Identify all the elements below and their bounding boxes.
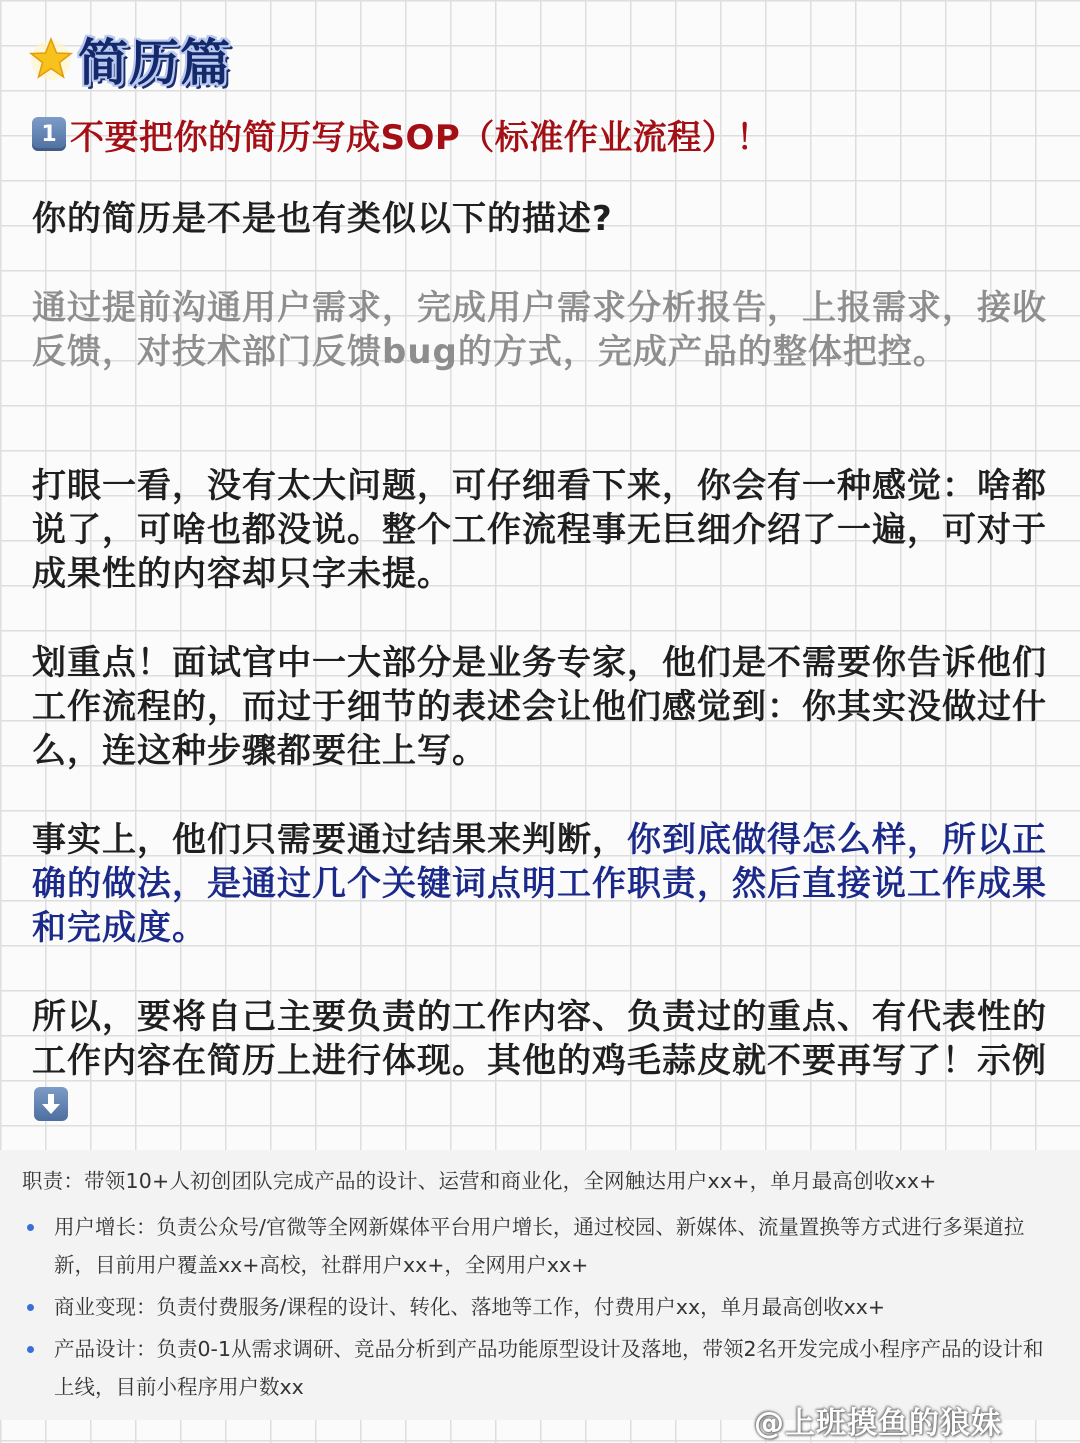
section-heading	[32, 112, 771, 156]
page-title: 简历篇	[78, 34, 231, 92]
star-icon	[28, 36, 74, 82]
title-row	[28, 26, 231, 92]
fact-highlight: 你到底做得怎么样，所以正确的做法，是通过几个关键词点明工作职责，然后直接说工作成果和完成度。	[32, 820, 1047, 948]
number-one-icon: 1	[32, 117, 66, 151]
down-arrow-icon	[34, 1087, 68, 1121]
resume-example-box	[0, 1150, 1080, 1420]
key-point-paragraph: 划重点！面试官中一大部分是业务专家，他们是不需要你告诉他们工作流程的，而过于细节的表述会让他们感觉到：你其实没做过什么，连这种步骤都要往上写。	[32, 643, 1047, 771]
example-quote-paragraph: 通过提前沟通用户需求，完成用户需求分析报告，上报需求，接收反馈，对技术部门反馈bug的方式，完成产品的整体把控。	[32, 288, 1047, 372]
question-paragraph: 你的简历是不是也有类似以下的描述?	[32, 199, 613, 239]
list-item: 用户增长：负责公众号/官微等全网新媒体平台用户增长，通过校园、新媒体、流量置换等方式进行多渠道拉新，目前用户覆盖xx+高校，社群用户xx+，全网用户xx+	[0, 1208, 1080, 1284]
conclusion-paragraph	[32, 995, 1052, 1127]
fact-prefix: 事实上，他们只需要通过结果来判断，	[32, 820, 627, 860]
list-item: 产品设计：负责0-1从需求调研、竞品分析到产品功能原型设计及落地，带领2名开发完成小程序产品的设计和上线，目前小程序用户数xx	[0, 1330, 1080, 1406]
section-heading-text: 不要把你的简历写成SOP（标准作业流程）！	[70, 117, 771, 158]
list-item: 商业变现：负责付费服务/课程的设计、转化、落地等工作，付费用户xx，单月最高创收xx+	[0, 1288, 1080, 1326]
duty-line: 职责：带领10+人初创团队完成产品的设计、运营和商业化，全网触达用户xx+，单月最高创收xx+	[22, 1169, 937, 1193]
conclusion-text: 所以，要将自己主要负责的工作内容、负责过的重点、有代表性的工作内容在简历上进行体现。其他的鸡毛蒜皮就不要再写了！示例	[32, 997, 1047, 1081]
fact-paragraph	[32, 818, 1052, 950]
analysis-paragraph: 打眼一看，没有太大问题，可仔细看下来，你会有一种感觉：啥都说了，可啥也都没说。整个工作流程事无巨细介绍了一遍，可对于成果性的内容却只字未提。	[32, 466, 1047, 594]
example-bullet-list	[0, 1208, 1080, 1410]
watermark: @上班摸鱼的狼妹	[754, 1406, 1002, 1441]
